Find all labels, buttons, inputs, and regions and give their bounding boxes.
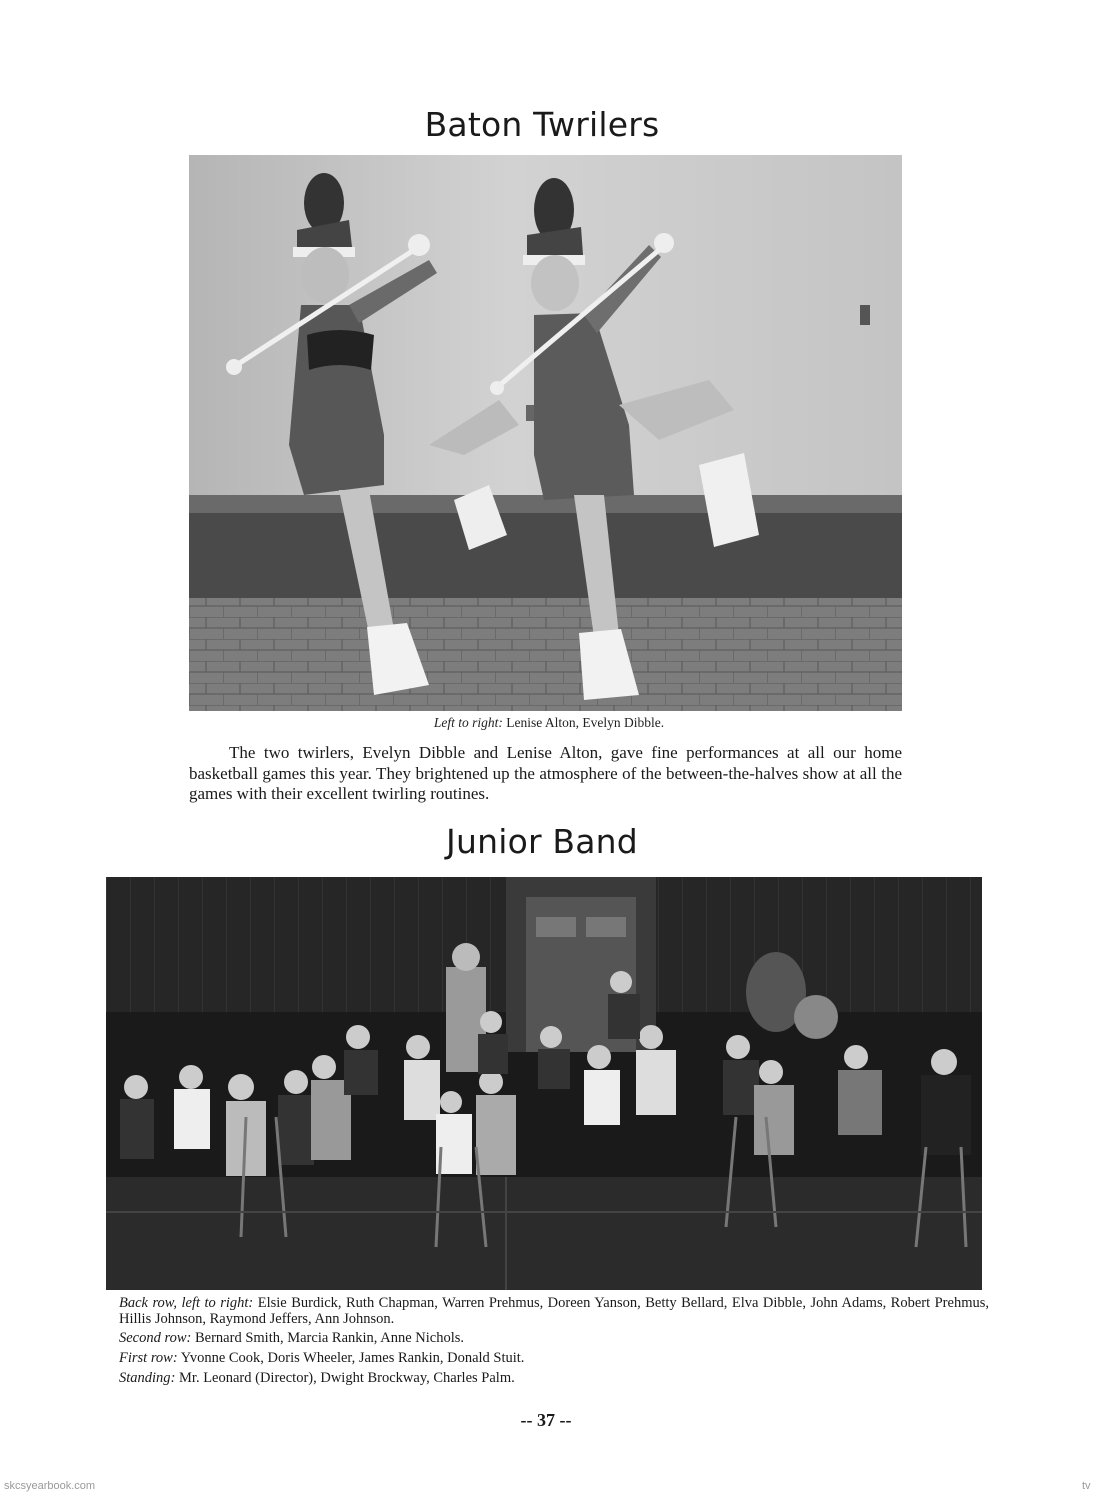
junior-band-title: Junior Band [446,822,638,861]
junior-band-photo-illustration [106,877,982,1290]
first-row-caption: First row: Yvonne Cook, Doris Wheeler, James Rankin, Donald Stuit. [119,1350,525,1366]
baton-photo-caption: Left to right: Lenise Alton, Evelyn Dibble. [433,715,665,730]
first-row-label: First row [119,1350,173,1366]
second-row-caption: Second row: Bernard Smith, Marcia Rankin, Anne Nichols. [119,1330,465,1346]
standing-names: Mr. Leonard (Director), Dwight Brockway, Charles Palm. [179,1370,515,1386]
back-row-names: Elsie Burdick, Ruth Chapman, Warren Prehmus, Doreen Yanson, Betty Bellard, Elva Dibble, John Adams, Robert Prehmus, Hillis Johnson, Raymond Jeffers, Ann Johnson. [119,1295,989,1327]
second-row-names: Bernard Smith, Marcia Rankin, Anne Nichols. [195,1330,465,1346]
back-row-caption: Back row, left to right: Elsie Burdick, Ruth Chapman, Warren Prehmus, Doreen Yanson, Betty Bellard, Elva Dibble, John Adams, Robert Prehmus, Hillis Johnson, Raymond Jeffers, Ann Johnson. [119,1295,989,1327]
back-row-label: Back row, left to right [119,1295,249,1311]
baton-twirlers-photo [189,155,902,711]
second-row-label: Second row [119,1330,187,1346]
corner-mark: tv [1082,1480,1091,1492]
first-row-names: Yvonne Cook, Doris Wheeler, James Rankin, Donald Stuit. [180,1350,525,1366]
caption-names: Lenise Alton, Evelyn Dibble. [506,715,665,730]
baton-twirlers-photo-illustration [189,155,902,711]
standing-label: Standing [119,1370,171,1386]
baton-twirlers-title: Baton Twrilers [424,105,660,144]
junior-band-photo [106,877,982,1290]
page-number: -- 37 -- [520,1410,572,1430]
site-watermark: skcsyearbook.com [4,1480,96,1492]
standing-caption: Standing: Mr. Leonard (Director), Dwight Brockway, Charles Palm. [119,1370,515,1386]
caption-label: Left to right [433,715,499,730]
baton-description: The two twirlers, Evelyn Dibble and Lenise Alton, gave fine performances at all our home basketball games this year. They brightened up the atmosphere of the between-the-halves show at all the games with their excellent twirling routines. [189,743,902,803]
